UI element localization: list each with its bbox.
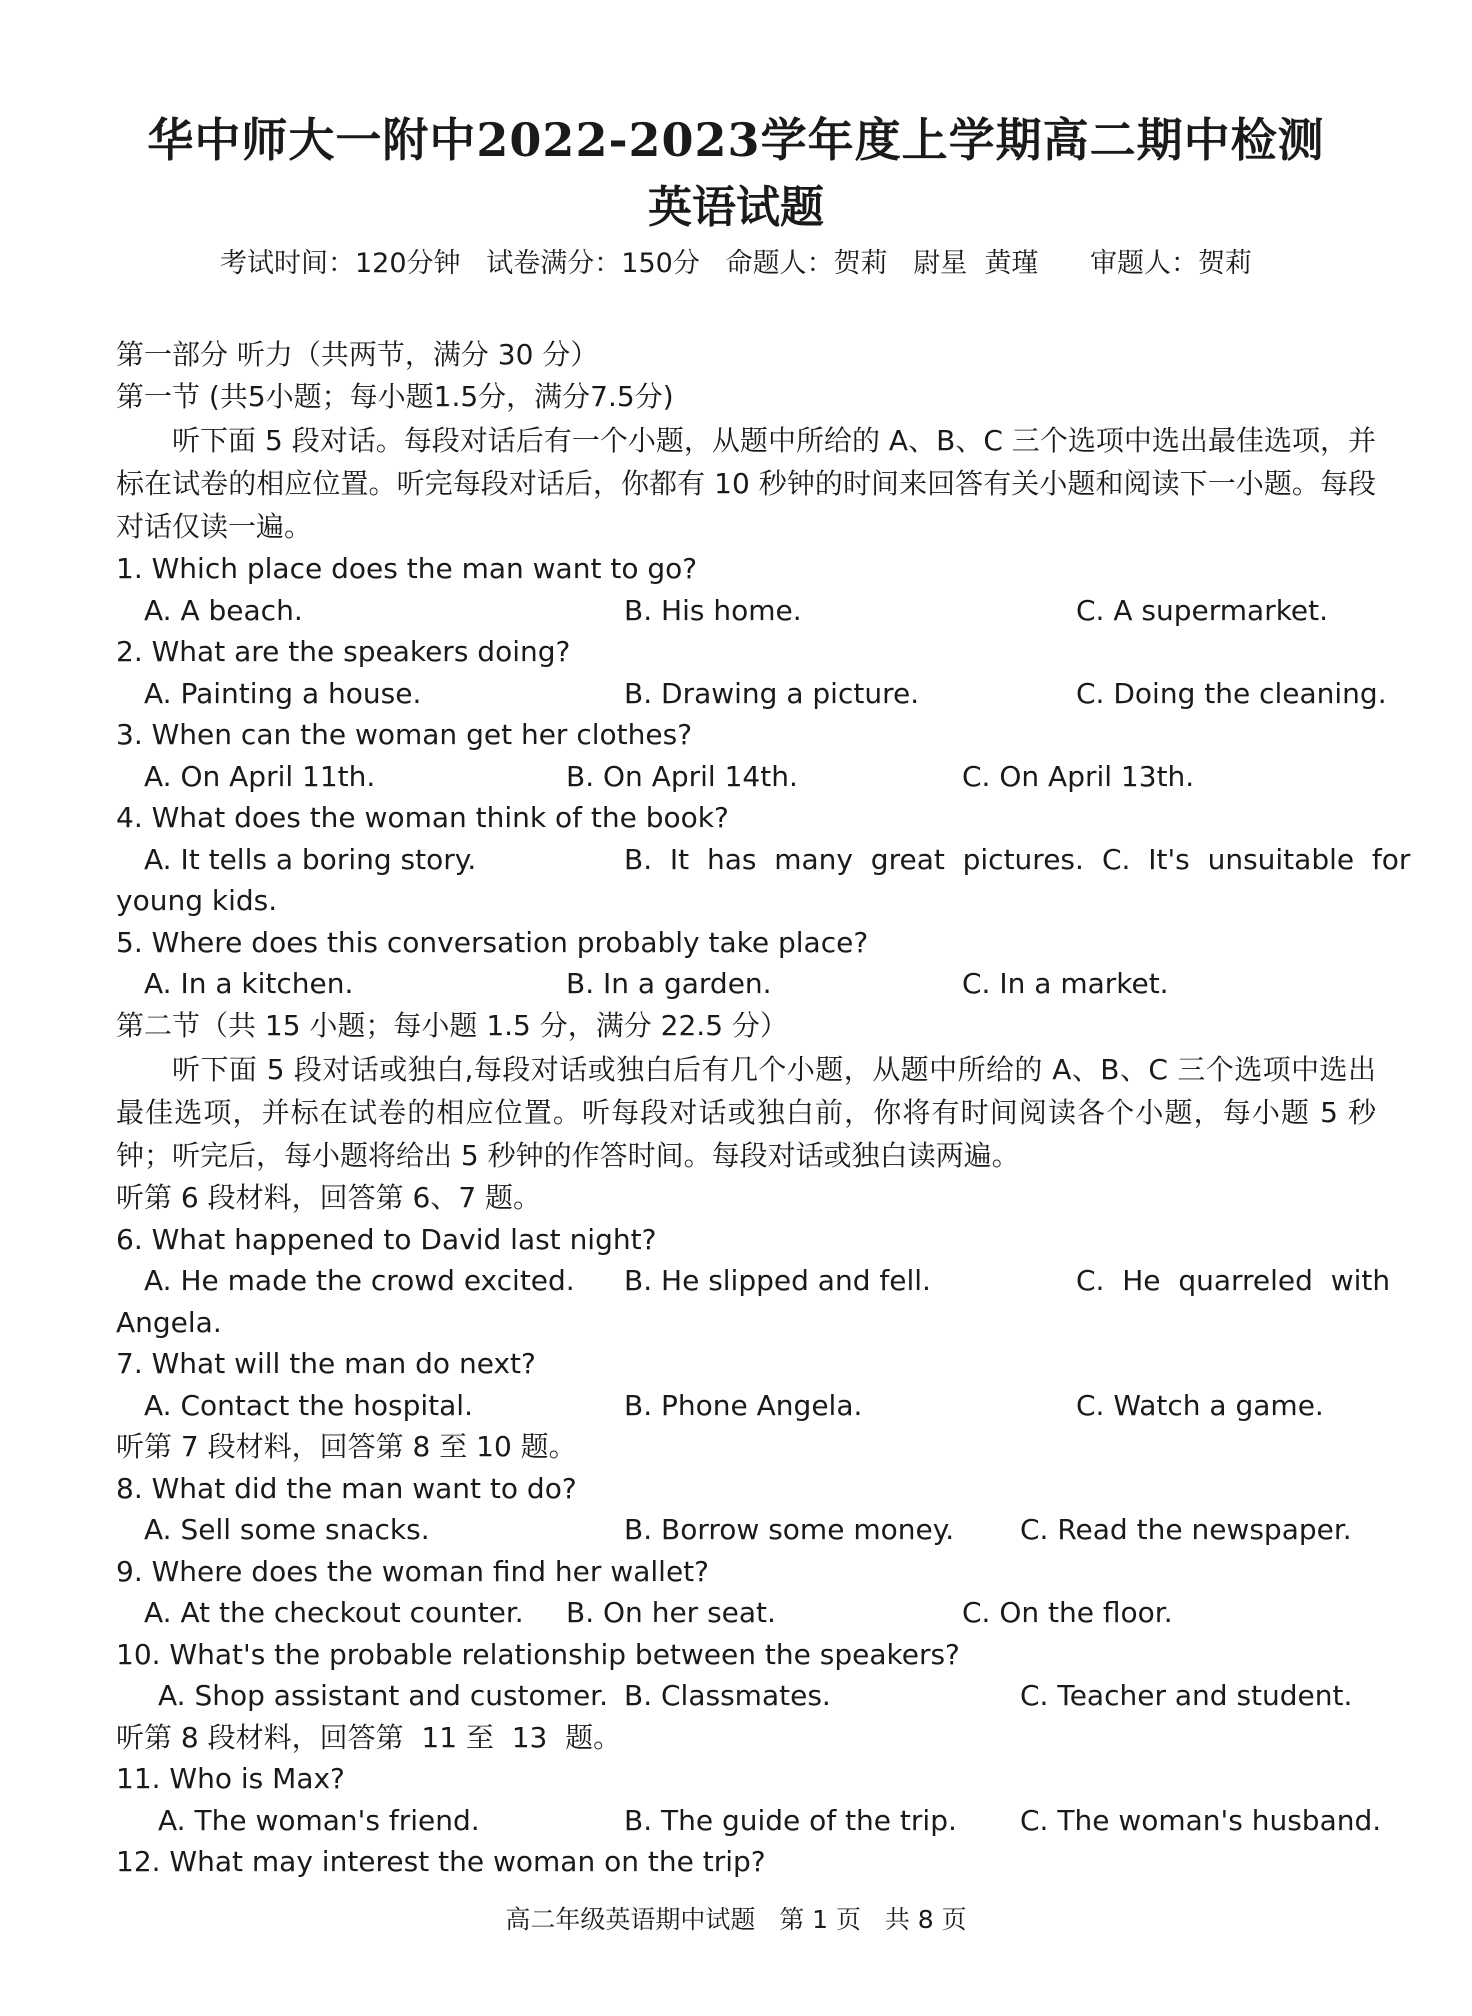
option-b: B. He slipped and fell. [624, 1264, 931, 1297]
section1-instructions: 听下面 5 段对话。每段对话后有一个小题，从题中所给的 A、B、C 三个选项中选出最佳选项，并标在试卷的相应位置。听完每段对话后，你都有 10 秒钟的时间来回答有关小题和阅读下一小题。每段对话仅读一遍。 [116, 424, 1376, 543]
page-footer: 高二年级英语期中试题 第 1 页 共 8 页 [505, 1905, 967, 1934]
material-6-heading: 听第 6 段材料，回答第 6、7 题。 [116, 1181, 542, 1214]
section1-heading: 第一节 (共5小题；每小题1.5分，满分7.5分) [116, 379, 674, 413]
option-a: A. The woman's friend. [158, 1803, 480, 1837]
question-options [116, 756, 1376, 798]
option-c-continuation: Angela. [116, 1305, 222, 1339]
option-a: A. In a kitchen. [144, 967, 354, 1000]
exam-subtitle: 英语试题 [648, 182, 824, 233]
option-c: C. In a market. [962, 967, 1169, 1000]
option-c: C. Read the newspaper. [1020, 1513, 1352, 1546]
option-b: B. On April 14th. [566, 759, 798, 793]
option-c: C. It's unsuitable for [1102, 842, 1411, 876]
question-options [116, 839, 1411, 881]
question-stem: 6. What happened to David last night? [116, 1222, 657, 1256]
question-options [116, 1509, 1376, 1551]
option-c: C. Watch a game. [1076, 1388, 1324, 1422]
option-c: C. On the floor. [962, 1596, 1173, 1629]
option-a: A. Shop assistant and customer. [158, 1679, 609, 1712]
material-7-heading: 听第 7 段材料，回答第 8 至 10 题。 [116, 1430, 577, 1463]
question-options [116, 1385, 1376, 1427]
option-b: B. His home. [624, 593, 802, 627]
option-a: A. Contact the hospital. [144, 1388, 473, 1422]
option-b: B. Drawing a picture. [624, 676, 920, 710]
option-b: B. Borrow some money. [624, 1513, 955, 1546]
question-options [116, 963, 1376, 1005]
option-a: A. Painting a house. [144, 676, 422, 710]
section2-heading: 第二节（共 15 小题；每小题 1.5 分，满分 22.5 分） [116, 1008, 788, 1042]
option-c: C. Doing the cleaning. [1076, 676, 1387, 710]
option-c: C. The woman's husband. [1020, 1803, 1382, 1837]
option-b: B. In a garden. [566, 967, 772, 1000]
option-c-continuation: young kids. [116, 884, 278, 917]
option-b: B. On her seat. [566, 1596, 776, 1629]
part1-heading: 第一部分 听力（共两节，满分 30 分） [116, 338, 599, 371]
question-stem: 12. What may interest the woman on the trip? [116, 1845, 766, 1878]
question-stem: 2. What are the speakers doing? [116, 635, 571, 668]
exam-content [116, 334, 1411, 1883]
question-stem: 8. What did the man want to do? [116, 1471, 577, 1505]
option-b: B. The guide of the trip. [624, 1803, 957, 1837]
option-c: C. On April 13th. [962, 759, 1195, 793]
option-a: A. A beach. [144, 593, 303, 627]
exam-meta: 考试时间：120分钟 试卷满分：150分 命题人：贺莉 尉星 黄瑾 审题人：贺莉 [220, 248, 1252, 279]
question-stem: 5. Where does this conversation probably take place? [116, 925, 869, 959]
option-b: B. Classmates. [624, 1679, 831, 1712]
question-stem: 7. What will the man do next? [116, 1347, 536, 1380]
option-a: A. Sell some snacks. [144, 1513, 430, 1546]
question-stem: 3. When can the woman get her clothes? [116, 718, 693, 751]
option-b: B. It has many great pictures. [624, 842, 1084, 876]
question-options [116, 1675, 1376, 1717]
question-stem: 4. What does the woman think of the book? [116, 801, 729, 834]
option-a: A. At the checkout counter. [144, 1596, 524, 1629]
question-options [116, 673, 1387, 715]
question-options [116, 1592, 1376, 1634]
option-a: A. It tells a boring story. [144, 842, 477, 876]
option-b: B. Phone Angela. [624, 1388, 863, 1422]
option-a: A. He made the crowd excited. [144, 1264, 575, 1297]
option-c: C. He quarreled with [1076, 1264, 1391, 1297]
option-c: C. Teacher and student. [1020, 1679, 1353, 1712]
section2-instructions: 听下面 5 段对话或独白,每段对话或独白后有几个小题，从题中所给的 A、B、C 三个选项中选出最佳选项，并标在试卷的相应位置。听每段对话或独白前，你将有时间阅读各个小题，每小题 5 秒钟；听完后，每小题将给出 5 秒钟的作答时间。每段对话或独白读两遍。 [116, 1053, 1376, 1172]
question-stem: 11. Who is Max? [116, 1762, 345, 1795]
material-8-heading: 听第 8 段材料，回答第 11 至 13 题。 [116, 1720, 622, 1754]
question-stem: 1. Which place does the man want to go? [116, 552, 698, 585]
question-stem: 9. Where does the woman find her wallet? [116, 1554, 710, 1588]
question-options [116, 590, 1376, 632]
exam-title: 华中师大一附中2022-2023学年度上学期高二期中检测 [147, 113, 1325, 167]
question-stem: 10. What's the probable relationship between the speakers? [116, 1637, 960, 1671]
question-options [116, 1260, 1391, 1302]
option-a: A. On April 11th. [144, 759, 376, 793]
option-c: C. A supermarket. [1076, 593, 1329, 627]
question-options [116, 1800, 1382, 1842]
